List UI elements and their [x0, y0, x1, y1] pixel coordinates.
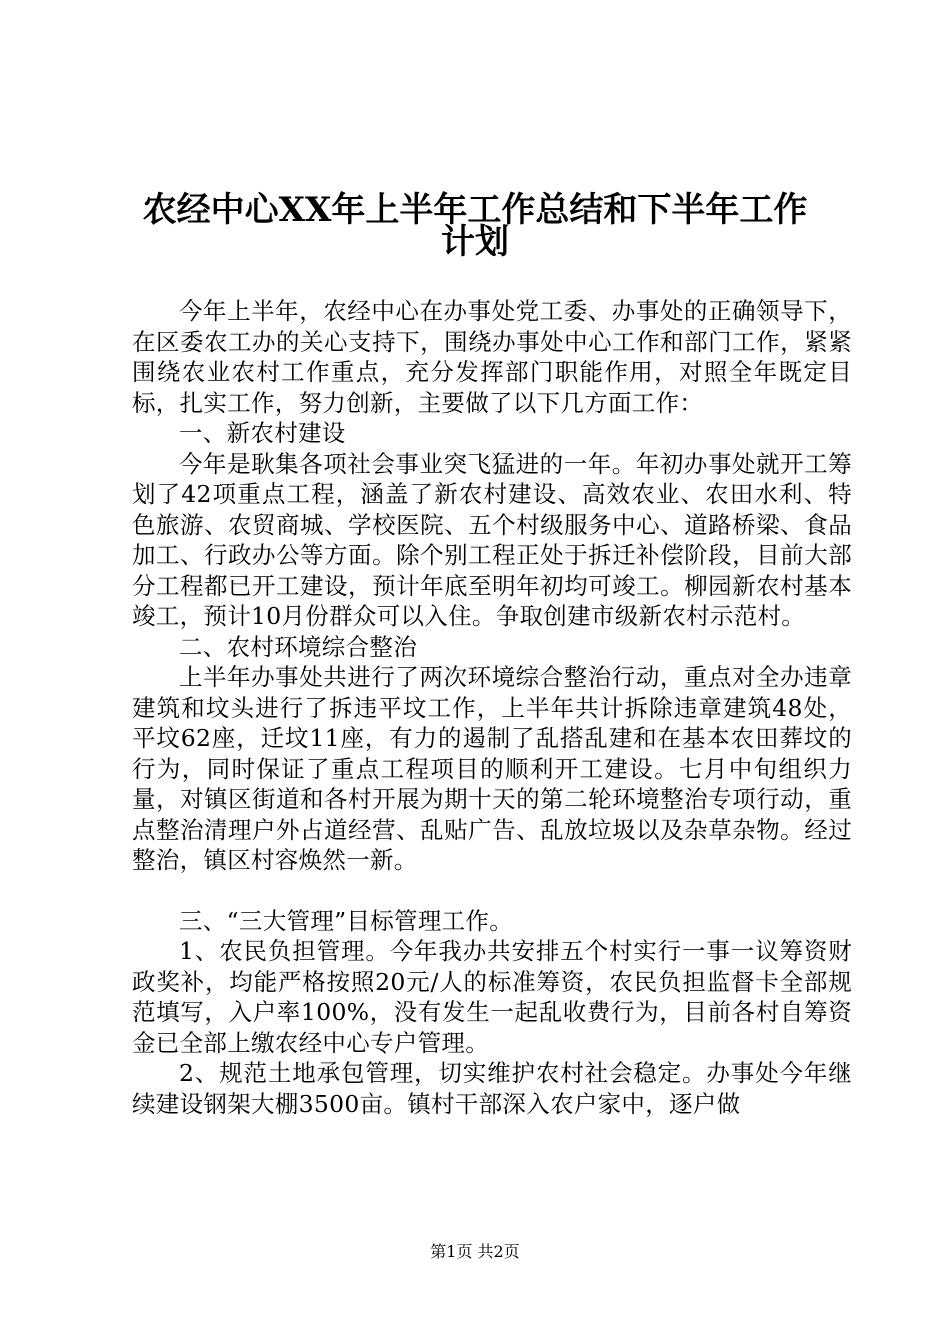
document-title-line-2: 计划 — [441, 222, 509, 262]
section-heading-1: 一、新农村建设 — [179, 419, 346, 447]
section-3-item-1: 1、农民负担管理。今年我办共安排五个村实行一事一议筹资财政奖补，均能严格按照20元/人的标准筹资，农民负担监督卡全部规范填写，入户率100%，没有发生一起乱收费行为，目前各村自筹资金已全部上缴农经中心专户管理。 — [132, 937, 852, 1057]
document-title-line-1: 农经中心XX年上半年工作总结和下半年工作 — [142, 190, 808, 230]
intro-paragraph: 今年上半年，农经中心在办事处党工委、办事处的正确领导下，在区委农工办的关心支持下，围绕办事处中心工作和部门工作，紧紧围绕农业农村工作重点，充分发挥部门职能作用，对照全年既定目标，扎实工作，努力创新，主要做了以下几方面工作： — [132, 297, 852, 417]
section-heading-2: 二、农村环境综合整治 — [179, 632, 417, 661]
document-body — [132, 296, 852, 1119]
section-3-item-2: 2、规范土地承包管理，切实维护农村社会稳定。办事处今年继续建设钢架大棚3500亩。镇村干部深入农户家中，逐户做 — [132, 1059, 852, 1118]
paragraph-spacer — [132, 876, 852, 906]
page-footer: 第1页 共2页 — [430, 1242, 520, 1261]
section-heading-3: 三、“三大管理”目标管理工作。 — [179, 906, 514, 935]
section-2-paragraph: 上半年办事处共进行了两次环境综合整治行动，重点对全办违章建筑和坟头进行了拆违平坟工作，上半年共计拆除违章建筑48处，平坟62座，迁坟11座，有力的遏制了乱搭乱建和在基本农田葬坟的行为，同时保证了重点工程项目的顺利开工建设。七月中旬组织力量，对镇区街道和各村开展为期十天的第二轮环境整治专项行动，重点整治清理户外占道经营、乱贴广告、乱放垃圾以及杂草杂物。经过整治，镇区村容焕然一新。 — [132, 663, 852, 874]
section-1-paragraph: 今年是耿集各项社会事业突飞猛进的一年。年初办事处就开工筹划了42项重点工程，涵盖了新农村建设、高效农业、农田水利、特色旅游、农贸商城、学校医院、五个村级服务中心、道路桥梁、食品加工、行政办公等方面。除个别工程正处于拆迁补偿阶段，目前大部分工程都已开工建设，预计年底至明年初均可竣工。柳园新农村基本竣工，预计10月份群众可以入住。争取创建市级新农村示范村。 — [132, 449, 852, 630]
